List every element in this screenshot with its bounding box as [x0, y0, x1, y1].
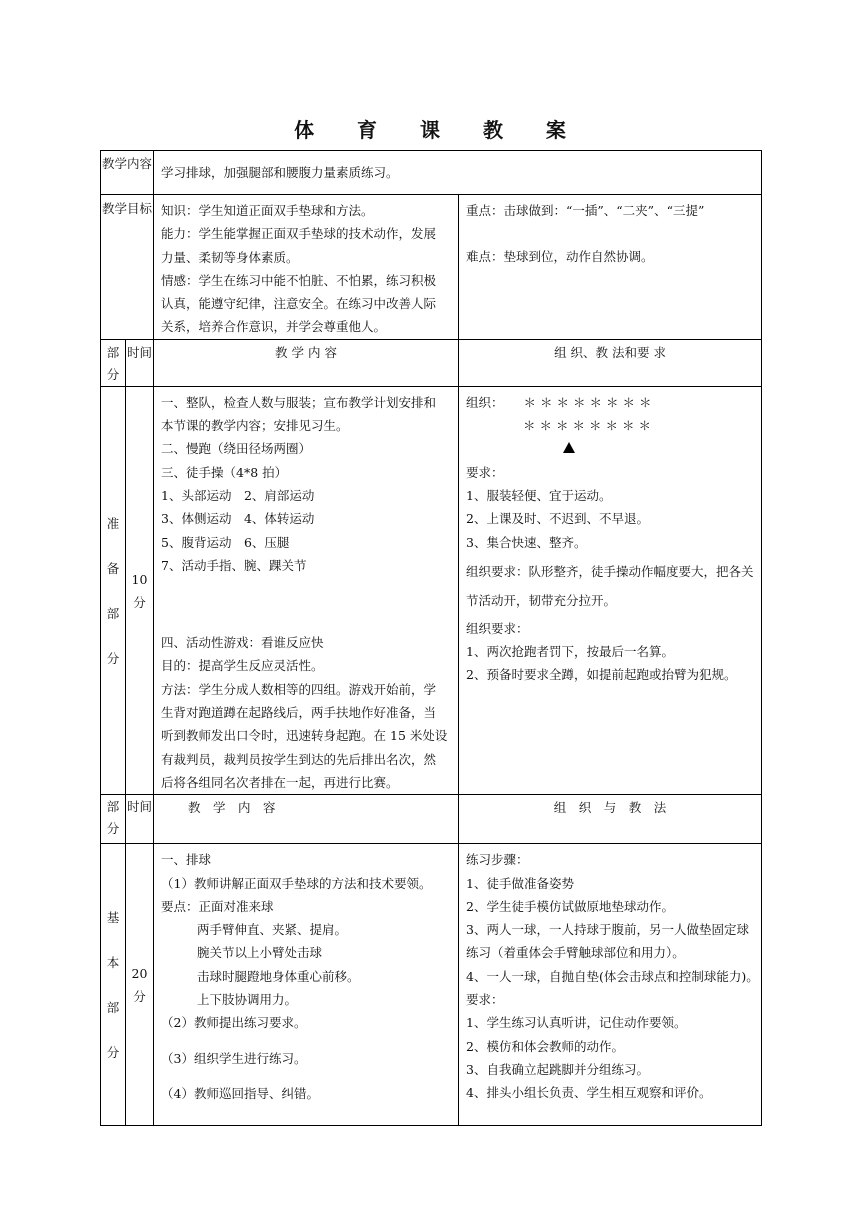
- requirement-item: 3、集合快速、整齐。: [466, 534, 587, 550]
- content-line: 四、活动性游戏：看谁反应快: [161, 635, 324, 651]
- content-line: （4）教师巡回指导、纠错。: [161, 1085, 319, 1101]
- content-line: 3、体侧运动 4、体转运动: [161, 511, 315, 527]
- requirements-label: 要求：: [466, 992, 504, 1008]
- content-line: 要点：正面对准来球: [161, 898, 274, 914]
- content-line: 5、腹背运动 6、压腿: [161, 534, 290, 550]
- teacher-position: [466, 437, 755, 460]
- organization-requirement-label: 组织要求：: [466, 620, 529, 636]
- page-title: 体 育 课 教 案: [294, 118, 584, 142]
- teaching-content-label: 教学内容: [101, 151, 154, 195]
- preparation-organization: [459, 386, 762, 794]
- content-line: 本节课的教学内容；安排见习生。: [161, 418, 349, 434]
- requirement-item: 3、自我确立起跳脚并分组练习。: [466, 1061, 649, 1077]
- goal-line: 能力：学生能掌握正面双手垫球的技术动作，发展: [161, 226, 437, 242]
- basic-label: [101, 844, 126, 1126]
- header-part: 部分: [101, 339, 126, 386]
- key-point: 重点：击球做到：“一插”、“二夹”、“三提”: [466, 203, 705, 218]
- content-line: 一、排球: [161, 852, 212, 868]
- label-char: 部: [106, 605, 120, 621]
- content-line: 三、徒手操（4*8 拍）: [161, 464, 288, 480]
- row-teaching-content: [101, 151, 762, 195]
- requirement-item: 2、上课及时、不迟到、不早退。: [466, 511, 649, 527]
- content-line: （1）教师讲解正面双手垫球的方法和技术要领。: [161, 875, 432, 891]
- teaching-content-text: 学习排球，加强腿部和腰腹力量素质练习。: [154, 151, 762, 195]
- label-char: 本: [106, 954, 120, 970]
- row-preparation: [101, 386, 762, 794]
- content-line: 方法：学生分成人数相等的四组。游戏开始前，学: [161, 681, 437, 697]
- section-header-row: [101, 339, 762, 386]
- step-item: 4、一人一球，自抛自垫(体会击球点和控制球能力)。: [466, 968, 759, 984]
- teacher-triangle-icon: [563, 442, 575, 453]
- organization-requirement: 组织要求：队形整齐，徒手操动作幅度要大，把各关节活动开，韧带充分拉开。: [466, 563, 754, 608]
- formation-row-1: [466, 391, 755, 414]
- content-line: 生背对跑道蹲在起路线后，两手扶地作好准备，当: [161, 705, 437, 721]
- row-teaching-goals: [101, 195, 762, 340]
- key-point-line: 两手臂伸直、夹紧、提肩。: [197, 922, 348, 938]
- content-line: 有裁判员，裁判员按学生到达的先后排出名次，然: [161, 751, 437, 767]
- goal-line: 知识：学生知道正面双手垫球和方法。: [161, 203, 374, 218]
- requirement-item: 2、模仿和体会教师的动作。: [466, 1038, 624, 1054]
- goal-line: 情感：学生在练习中能不怕脏、不怕累，练习积极: [161, 272, 437, 288]
- header-organization: 组 织 与 教 法: [459, 795, 762, 844]
- preparation-time: 10分: [126, 386, 154, 794]
- header-time: 时间: [126, 339, 154, 386]
- content-line: 一、整队，检查人数与服装；宣布教学计划安排和: [161, 394, 437, 410]
- label-char: 分: [106, 650, 120, 666]
- preparation-label: [101, 386, 126, 794]
- requirement-item: 2、预备时要求全蹲，如提前起跑或抬臂为犯规。: [466, 667, 737, 683]
- step-item: 练习（着重体会手臂触球部位和用力）。: [466, 945, 685, 961]
- label-char: 备: [106, 560, 120, 576]
- basic-organization: [459, 844, 762, 1126]
- key-point-line: 腕关节以上小臂处击球: [197, 945, 323, 961]
- content-line: 二、慢跑（绕田径场两圈）: [161, 441, 312, 457]
- requirement-item: 1、两次抢跑者罚下，按最后一名算。: [466, 644, 674, 660]
- row-basic: [101, 844, 762, 1126]
- formation-row-2: [466, 414, 755, 437]
- label-char: 部: [106, 999, 120, 1015]
- header-teaching-content: 教 学 内 容: [154, 795, 459, 844]
- step-item: 3、两人一球，一人持球于腹前，另一人做垫固定球: [466, 922, 749, 938]
- goal-line: 关系，培养合作意识，并学会尊重他人。: [161, 319, 387, 335]
- preparation-content: [154, 386, 459, 794]
- requirements-label: 要求：: [466, 464, 504, 480]
- steps-label: 练习步骤：: [466, 852, 529, 868]
- difficulty-point: 难点：垫球到位，动作自然协调。: [466, 249, 654, 265]
- content-line: 7、活动手指、腕、踝关节: [161, 557, 307, 573]
- requirement-item: 1、学生练习认真听讲，记住动作要领。: [466, 1015, 687, 1031]
- content-line: 目的：提高学生反应灵活性。: [161, 658, 324, 674]
- basic-time: 20分: [126, 844, 154, 1126]
- section-header-row: [101, 795, 762, 844]
- key-point-line: 上下肢协调用力。: [197, 992, 298, 1008]
- label-char: 分: [106, 1044, 120, 1060]
- header-teaching-content: 教 学 内 容: [154, 339, 459, 386]
- content-line: 后将各组同名次者排在一起，再进行比赛。: [161, 774, 399, 790]
- basic-content: [154, 844, 459, 1126]
- teaching-goals-label: 教学目标: [101, 195, 154, 340]
- content-line: 听到教师发出口令时，迅速转身起跑。在 15 米处设: [161, 728, 448, 744]
- step-item: 1、徒手做准备姿势: [466, 875, 574, 891]
- requirement-item: 4、排头小组长负责、学生相互观察和评价。: [466, 1085, 712, 1101]
- goal-line: 力量、柔韧等身体素质。: [161, 249, 299, 265]
- content-line: （2）教师提出练习要求。: [161, 1015, 307, 1031]
- header-part: 部分: [101, 795, 126, 844]
- header-time: 时间: [126, 795, 154, 844]
- key-points-cell: [459, 195, 762, 340]
- step-item: 2、学生徒手模仿试做原地垫球动作。: [466, 898, 674, 914]
- teaching-goals-list: [154, 195, 459, 340]
- requirement-item: 1、服装轻便、宜于运动。: [466, 487, 612, 503]
- formation-stars-1: ＊＊＊＊＊＊＊＊: [523, 394, 656, 410]
- label-char: 准: [106, 515, 120, 531]
- organization-label: 组织：: [466, 394, 504, 410]
- formation-stars-2: ＊＊＊＊＊＊＊＊: [523, 418, 656, 434]
- header-organization: 组 织、教 法和要 求: [459, 339, 762, 386]
- content-line: 1、头部运动 2、肩部运动: [161, 487, 315, 503]
- label-char: 基: [106, 909, 120, 925]
- goal-line: 认真，能遵守纪律，注意安全。在练习中改善人际: [161, 296, 437, 312]
- key-point-line: 击球时腿蹬地身体重心前移。: [197, 968, 360, 984]
- lesson-plan-table: [100, 150, 762, 1126]
- content-line: （3）组织学生进行练习。: [161, 1050, 307, 1066]
